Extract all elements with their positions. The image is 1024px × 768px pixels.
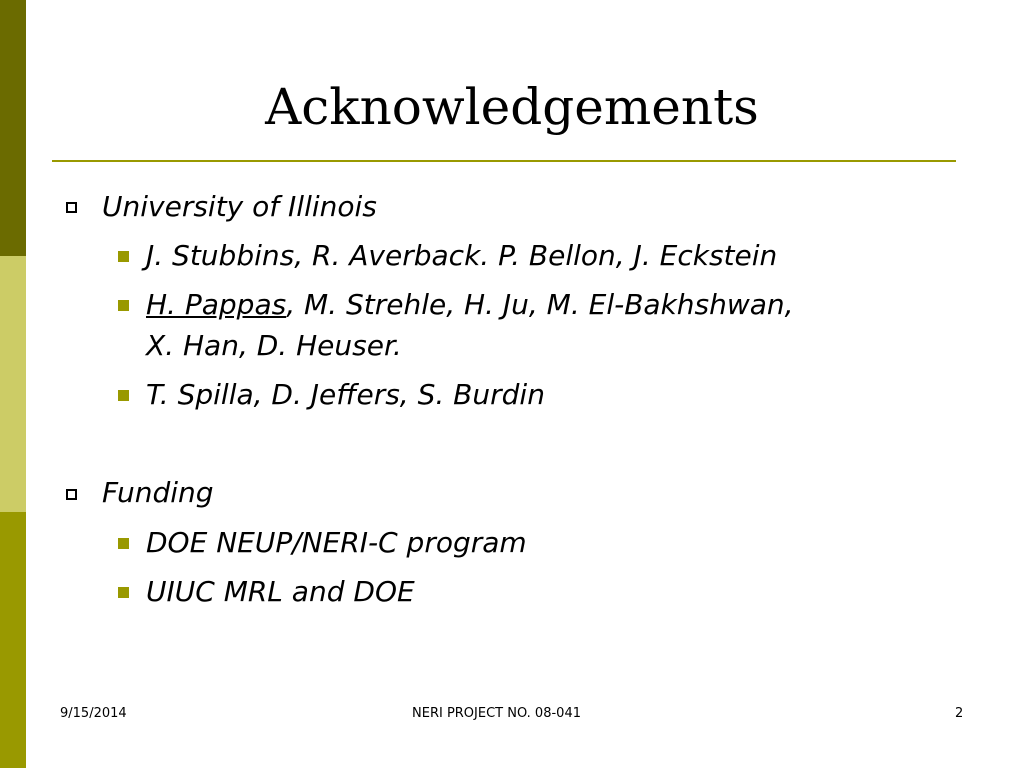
list-item-text: , M. Strehle, H. Ju, M. El-Bakhshwan, <box>286 288 794 321</box>
list-item <box>146 285 794 325</box>
section-heading-funding: Funding <box>102 476 214 509</box>
list-item: UIUC MRL and DOE <box>146 575 415 608</box>
hollow-square-bullet-icon <box>66 202 77 213</box>
footer-project: NERI PROJECT NO. 08-041 <box>412 706 581 721</box>
side-bar-light <box>0 256 26 512</box>
title-divider <box>52 160 956 162</box>
square-bullet-icon <box>118 390 129 401</box>
square-bullet-icon <box>118 300 129 311</box>
slide-title: Acknowledgements <box>265 78 759 136</box>
list-item: T. Spilla, D. Jeffers, S. Burdin <box>146 378 545 411</box>
side-bar-dark <box>0 0 26 256</box>
list-item-continuation: X. Han, D. Heuser. <box>146 329 402 362</box>
side-bar-olive <box>0 512 26 768</box>
hollow-square-bullet-icon <box>66 489 77 500</box>
list-item: DOE NEUP/NERI-C program <box>146 526 527 559</box>
square-bullet-icon <box>118 538 129 549</box>
section-heading-university: University of Illinois <box>102 190 377 223</box>
footer-page-number: 2 <box>955 706 964 721</box>
square-bullet-icon <box>118 251 129 262</box>
square-bullet-icon <box>118 587 129 598</box>
list-item: J. Stubbins, R. Averback. P. Bellon, J. Eckstein <box>146 239 778 272</box>
footer-date: 9/15/2014 <box>60 706 127 721</box>
underlined-name: H. Pappas <box>146 288 287 321</box>
